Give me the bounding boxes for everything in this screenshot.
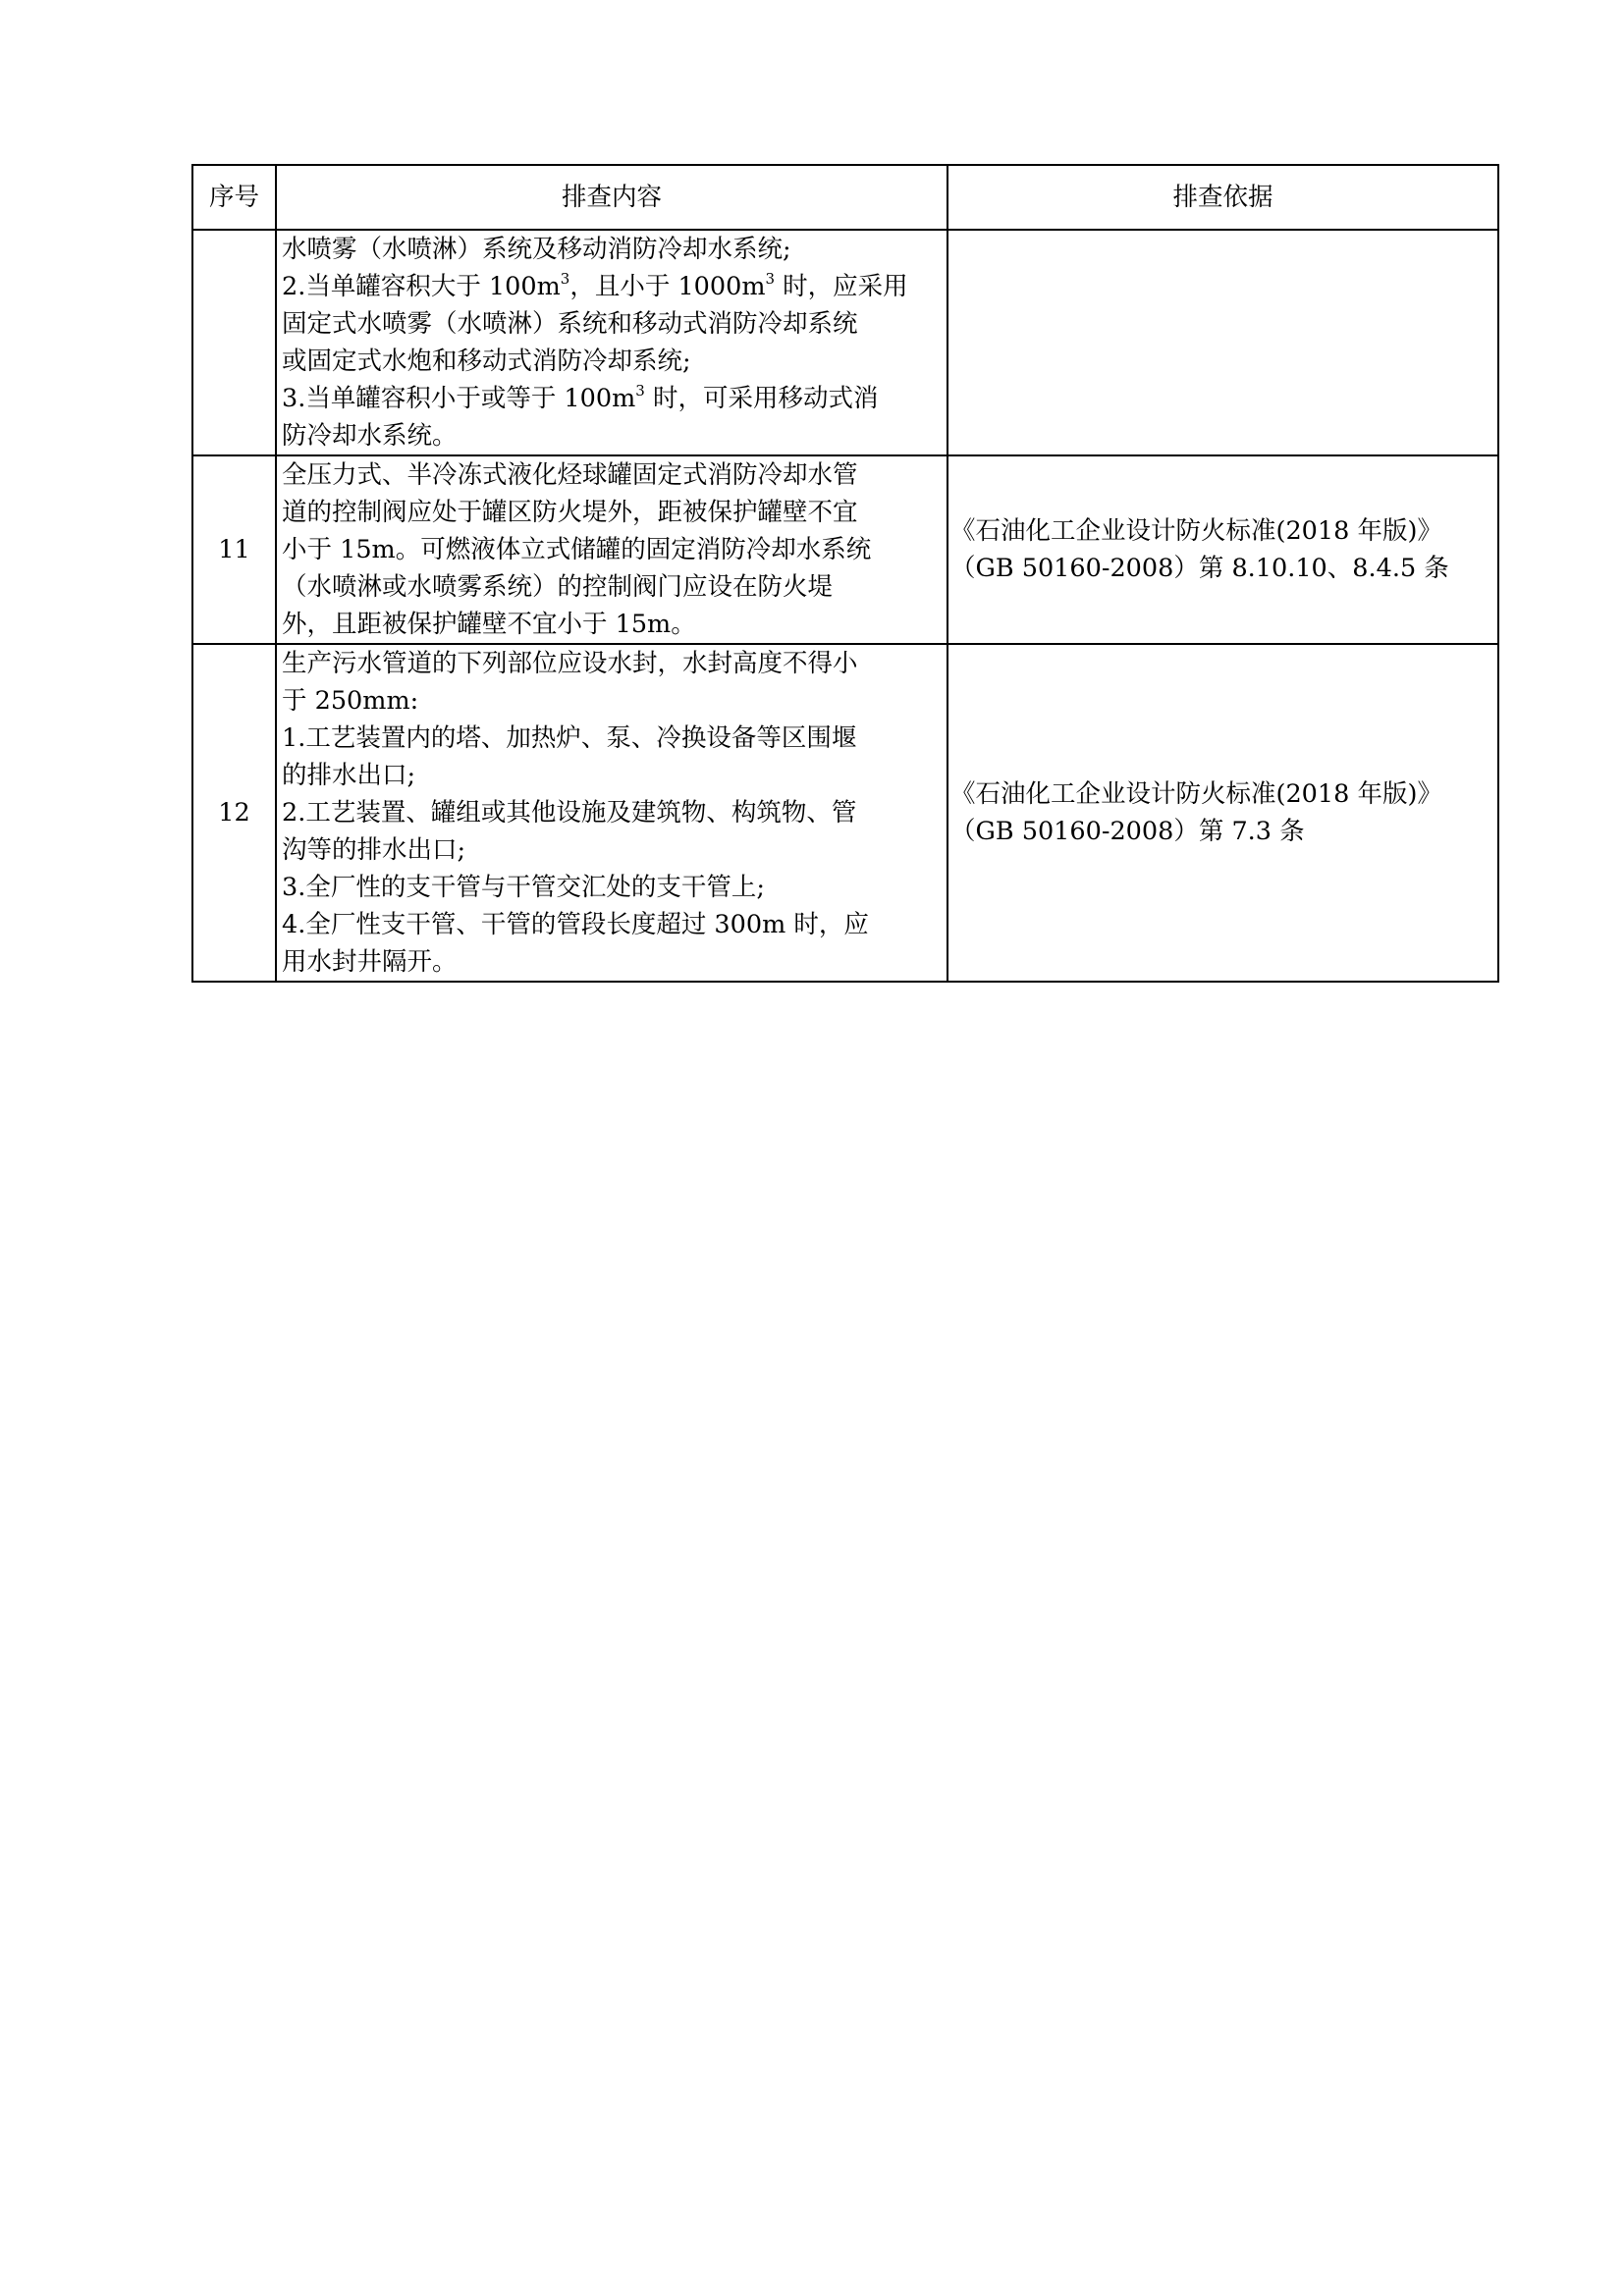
content-line: 小于 15m。可燃液体立式储罐的固定消防冷却水系统 xyxy=(282,535,872,564)
table-header-row xyxy=(192,165,1498,230)
row-index xyxy=(192,230,276,455)
row-basis xyxy=(947,230,1498,455)
content-line: 防冷却水系统。 xyxy=(282,421,458,451)
superscript: 3 xyxy=(560,269,570,288)
table-row xyxy=(192,455,1498,644)
inspection-table xyxy=(191,164,1499,983)
content-line: 水喷雾（水喷淋）系统及移动消防冷却水系统; xyxy=(282,235,791,264)
row-basis xyxy=(947,455,1498,644)
content-segment: 2.当单罐容积大于 100m xyxy=(282,272,561,301)
basis-line: （GB 50160-2008）第 8.10.10、8.4.5 条 xyxy=(950,554,1449,583)
basis-line: 《石油化工企业设计防火标准(2018 年版)》 xyxy=(950,779,1442,809)
content-segment: 3.当单罐容积小于或等于 100m xyxy=(282,384,636,413)
content-line: 道的控制阀应处于罐区防火堤外，距被保护罐壁不宜 xyxy=(282,498,858,527)
row-index: 11 xyxy=(192,455,276,644)
row-content xyxy=(276,230,947,455)
content-line: 全压力式、半冷冻式液化烃球罐固定式消防冷却水管 xyxy=(282,460,858,490)
content-line: （水喷淋或水喷雾系统）的控制阀门应设在防火堤 xyxy=(282,572,834,602)
content-line: 或固定式水炮和移动式消防冷却系统; xyxy=(282,347,691,376)
content-line xyxy=(282,380,942,417)
row-index: 12 xyxy=(192,644,276,982)
row-content xyxy=(276,644,947,982)
header-index: 序号 xyxy=(192,165,276,230)
content-line: 3.全厂性的支干管与干管交汇处的支干管上; xyxy=(282,873,765,902)
content-line: 沟等的排水出口; xyxy=(282,835,466,865)
row-basis xyxy=(947,644,1498,982)
table-row xyxy=(192,230,1498,455)
content-line: 外，且距被保护罐壁不宜小于 15m。 xyxy=(282,610,696,639)
basis-line: 《石油化工企业设计防火标准(2018 年版)》 xyxy=(950,516,1442,546)
basis-line: （GB 50160-2008）第 7.3 条 xyxy=(950,817,1305,846)
content-segment: ，且小于 1000m xyxy=(569,272,766,301)
content-line: 于 250mm: xyxy=(282,686,419,716)
content-line: 生产污水管道的下列部位应设水封，水封高度不得小 xyxy=(282,649,858,678)
content-line: 4.全厂性支干管、干管的管段长度超过 300m 时，应 xyxy=(282,910,869,939)
content-line: 的排水出口; xyxy=(282,761,416,790)
table-body xyxy=(192,230,1498,982)
content-line: 1.工艺装置内的塔、加热炉、泵、冷换设备等区围堰 xyxy=(282,723,857,753)
row-content xyxy=(276,455,947,644)
table-row xyxy=(192,644,1498,982)
header-basis: 排查依据 xyxy=(947,165,1498,230)
content-line xyxy=(282,268,942,305)
superscript: 3 xyxy=(635,381,645,400)
superscript: 3 xyxy=(765,269,776,288)
content-segment: 时，可采用移动式消 xyxy=(644,384,879,413)
content-line: 用水封井隔开。 xyxy=(282,947,458,977)
content-line: 2.工艺装置、罐组或其他设施及建筑物、构筑物、管 xyxy=(282,798,857,828)
content-segment: 时，应采用 xyxy=(775,272,908,301)
content-line: 固定式水喷雾（水喷淋）系统和移动式消防冷却系统 xyxy=(282,309,858,339)
header-content: 排查内容 xyxy=(276,165,947,230)
